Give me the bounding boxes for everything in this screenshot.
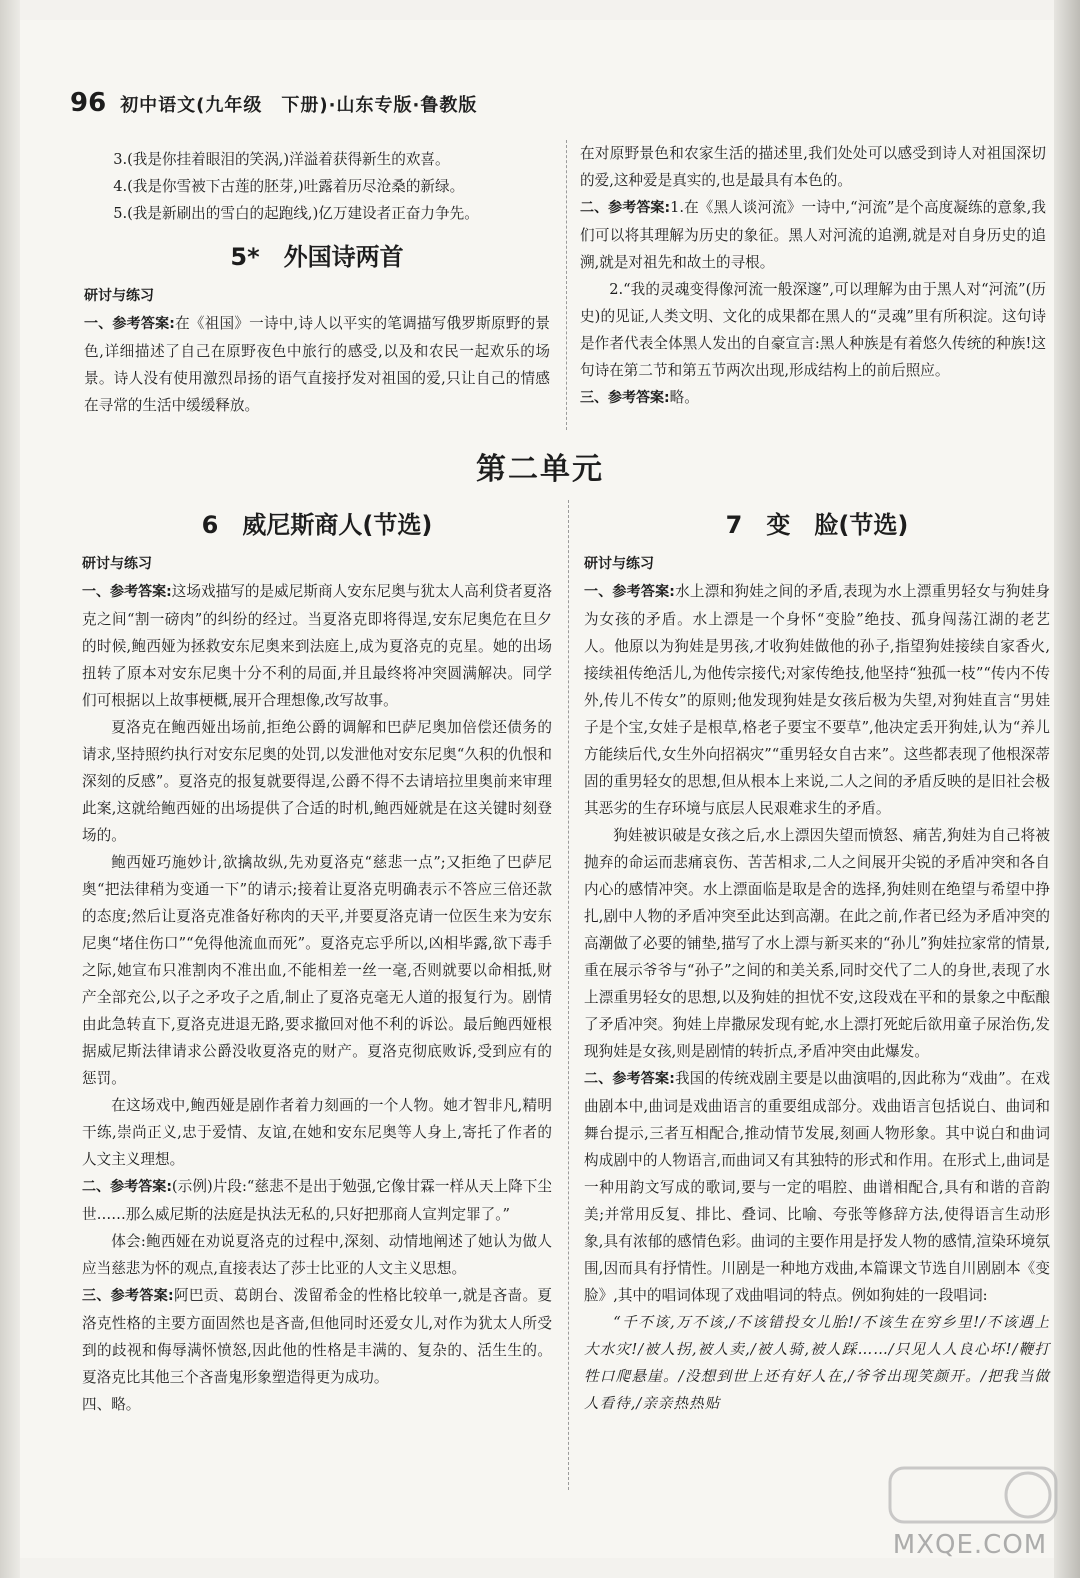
lesson-7-column [584, 505, 1050, 1417]
watermark-url: MXQE.COM [892, 1530, 1048, 1560]
page-shadow-left [0, 0, 20, 1578]
paragraph: 狗娃被识破是女孩之后,水上漂因失望而愤怒、痛苦,狗娃为自己将被抛弃的命运而悲痛哀伤、苦苦相求,二人之间展开尖锐的矛盾冲突和各自内心的感情冲突。水上漂面临是取是舍的选择,狗娃则在绝望与希望中挣扎,剧中人物的矛盾冲突至此达到高潮。在此之前,作者已经为矛盾冲突的高潮做了必要的铺垫,描写了水上漂与新买来的“孙儿”狗娃拉家常的情景,重在展示爷爷与“孙子”之间的和美关系,同时交代了二人的身世,表现了水上漂重男轻女的思想,以及狗娃的担忧不安,这段戏在平和的景象之中酝酿了矛盾冲突。狗娃上岸撒尿发现有蛇,水上漂打死蛇后欲用童子尿治伤,发现狗娃是女孩,则是剧情的转折点,矛盾冲突由此爆发。 [584, 827, 1050, 1060]
answer-text: 阿巴贡、葛朗台、泼留希金的性格比较单一,就是吝啬。夏洛克性格的主要方面固然也是吝啬,但他同时还爱女儿,对作为犹太人所受到的歧视和侮辱满怀愤怒,因此他的性格是丰满的、复杂的、活生生的。夏洛克比其他三个吝啬鬼形象塑造得更为成功。 [82, 1287, 552, 1386]
section-heading: 研讨与练习 [84, 288, 154, 304]
answer-paragraph [584, 1065, 1050, 1309]
answer-paragraph [580, 384, 1046, 412]
answer-paragraph [82, 1173, 552, 1228]
column-divider-bottom [568, 500, 569, 1490]
page-number: 96 [70, 88, 107, 118]
answer-5: 5.(我是新刷出的雪白的起跑线,)亿万建设者正奋力争先。 [113, 205, 479, 222]
watermark-logo-icon [888, 1464, 1058, 1526]
answer-text: 略。 [669, 389, 699, 406]
paragraph: 体会:鲍西娅在劝说夏洛克的过程中,深刻、动情地阐述了她认为做人应当慈悲为怀的观点,直接表达了莎士比亚的人文主义思想。 [82, 1233, 552, 1277]
answer-paragraph [584, 578, 1050, 822]
paragraph: 鲍西娅巧施妙计,欲擒故纵,先劝夏洛克“慈悲一点”;又拒绝了巴萨尼奥“把法律稍为变通一下”的请示;接着让夏洛克明确表示不答应三倍还款的态度;然后让夏洛克准备好称肉的天平,并要夏洛克请一位医生来为安东尼奥“堵住伤口”“免得他流血而死”。夏洛克忘乎所以,凶相毕露,欲下毒手之际,她宣布只准割肉不准出血,不能相差一丝一毫,否则就要以命相抵,财产全部充公,以子之矛攻子之盾,制止了夏洛克毫无人道的报复行为。剧情由此急转直下,夏洛克进退无路,要求撤回对他不利的诉讼。最后鲍西娅根据威尼斯法律请求公爵没收夏洛克的财产。夏洛克彻底败诉,受到应有的惩罚。 [82, 854, 552, 1087]
answer-label: 二、参考答案: [580, 200, 671, 216]
answer-text: 1.在《黑人谈河流》一诗中,“河流”是个高度凝练的意象,我们可以将其理解为历史的象征。黑人对河流的追溯,就是对自身历史的追溯,就是对祖先和故土的寻根。 [580, 199, 1046, 271]
unit-title: 第二单元 [476, 452, 604, 487]
top-left-column [84, 146, 550, 419]
answer-text: 这场戏描写的是威尼斯商人安东尼奥与犹太人高利贷者夏洛克之间“割一磅肉”的纠纷的经过。当夏洛克即将得逞,安东尼奥危在旦夕的时候,鲍西娅为拯救安东尼奥来到法庭上,成为夏洛克的克星。她的出场扭转了原本对安东尼奥十分不利的局面,并且最终将冲突圆满解决。同学们可根据以上故事梗概,展开合理想像,改写故事。 [82, 583, 552, 709]
paragraph: 在这场戏中,鲍西娅是剧作者着力刻画的一个人物。她才智非凡,精明干练,崇尚正义,忠于爱情、友谊,在她和安东尼奥等人身上,寄托了作者的人文主义理想。 [82, 1097, 552, 1168]
answer-paragraph [82, 578, 552, 714]
answer-text: 在《祖国》一诗中,诗人以平实的笔调描写俄罗斯原野的景色,详细描述了自己在原野夜色中旅行的感受,以及和农民一起欢乐的场景。诗人没有使用激烈昂扬的语气直接抒发对祖国的爱,只让自己的情感在寻常的生活中缓缓释放。 [84, 315, 550, 414]
answer-paragraph [580, 194, 1046, 276]
paragraph: 夏洛克在鲍西娅出场前,拒绝公爵的调解和巴萨尼奥加倍偿还债务的请求,坚持照约执行对安东尼奥的处罚,以发泄他对安东尼奥“久积的仇恨和深刻的反感”。夏洛克的报复就要得逞,公爵不得不去请培拉里奥前来审理此案,这就给鲍西娅的出场提供了合适的时机,鲍西娅就是在这关键时刻登场的。 [82, 719, 552, 844]
page-header [70, 88, 670, 128]
section-heading: 研讨与练习 [82, 556, 152, 572]
section-heading: 研讨与练习 [584, 556, 654, 572]
page-shadow-right [1054, 0, 1080, 1578]
answer-text: 水上漂和狗娃之间的矛盾,表现为水上漂重男轻女与狗娃身为女孩的矛盾。水上漂是一个身怀“变脸”绝技、孤身闯荡江湖的老艺人。他原以为狗娃是男孩,才收狗娃做他的孙子,指望狗娃接续自家香火,接续祖传绝活儿,为他传宗接代;对家传绝技,他坚持“独孤一枝”“传内不传外,传儿不传女”的原则;他发现狗娃是女孩后极为失望,对狗娃直言“男娃子是个宝,女娃子是根草,格老子要宝不要草”,他决定丢开狗娃,认为“养儿方能续后代,女生外向招祸灾”“重男轻女自古来”。这些都表现了他根深蒂固的重男轻女的思想,但从根本上来说,二人之间的矛盾反映的是旧社会极其恶劣的生存环境与底层人民艰难求生的矛盾。 [584, 583, 1050, 817]
lesson-6-title: 6 威尼斯商人(节选) [201, 511, 433, 539]
lesson-6-column [82, 505, 552, 1418]
lesson-5-title: 5* 外国诗两首 [230, 243, 404, 271]
answer-label: 一、参考答案: [84, 316, 175, 332]
answer-text: (示例)片段:“慈悲不是出于勉强,它像甘霖一样从天上降下尘世……那么威尼斯的法庭是执法无私的,只好把那商人宣判定罪了。” [82, 1178, 552, 1223]
answer-label: 三、参考答案: [82, 1288, 174, 1304]
answer-label: 二、参考答案: [82, 1179, 172, 1195]
lesson-7-title: 7 变 脸(节选) [725, 511, 909, 539]
column-divider-top [566, 140, 567, 430]
answer-paragraph [84, 310, 550, 419]
answer-label: 二、参考答案: [584, 1071, 675, 1087]
paragraph: 在对原野景色和农家生活的描述里,我们处处可以感受到诗人对祖国深切的爱,这种爱是真实的,也是最具有本色的。 [580, 145, 1046, 189]
answer-4: 4.(我是你雪被下古莲的胚芽,)吐露着历尽沧桑的新绿。 [113, 178, 465, 195]
top-right-column [580, 140, 1046, 412]
answer-4: 四、略。 [82, 1396, 141, 1413]
song-lyrics: “千不该,万不该,/不该错投女儿胎!/不该生在穷乡里!/不该遇上大水灾!/被人拐,被人卖,/被人骑,被人踩……/只见人人良心坏!/鞭打牲口爬悬崖。/没想到世上还有好人在,/爷爷出现笑颜开。/把我当做人看待,/亲亲热热贴 [584, 1314, 1050, 1412]
watermark-logo [888, 1464, 1058, 1526]
answer-label: 一、参考答案: [82, 584, 172, 600]
answer-paragraph [82, 1282, 552, 1391]
book-title: 初中语文(九年级 下册)·山东专版·鲁教版 [120, 95, 478, 116]
answer-label: 三、参考答案: [580, 390, 670, 406]
paragraph: 2.“我的灵魂变得像河流一般深邃”,可以理解为由于黑人对“河流”(历史)的见证,人类文明、文化的成果都在黑人的“灵魂”里有所积淀。这句诗是作者代表全体黑人发出的自豪宣言:黑人种族是有着悠久传统的种族!这句诗在第二节和第五节两次出现,形成结构上的前后照应。 [580, 281, 1046, 379]
answer-text: 我国的传统戏剧主要是以曲演唱的,因此称为“戏曲”。在戏曲剧本中,曲词是戏曲语言的重要组成部分。戏曲语言包括说白、曲词和舞台提示,三者互相配合,推动情节发展,刻画人物形象。其中说白和曲词构成剧中的人物语言,而曲词又有其独特的形式和作用。在形式上,曲词是一种用韵文写成的歌词,要与一定的唱腔、曲谱相配合,具有和谐的音韵美;并常用反复、排比、叠词、比喻、夸张等修辞方法,使得语言生动形象,具有浓郁的感情色彩。曲词的主要作用是抒发人物的感情,渲染环境氛围,因而具有抒情性。川剧是一种地方戏曲,本篇课文节选自川剧剧本《变脸》,其中的唱词体现了戏曲唱词的特点。例如狗娃的一段唱词: [584, 1070, 1050, 1304]
answer-label: 一、参考答案: [584, 584, 675, 600]
answer-3: 3.(我是你挂着眼泪的笑涡,)洋溢着获得新生的欢喜。 [113, 151, 450, 168]
